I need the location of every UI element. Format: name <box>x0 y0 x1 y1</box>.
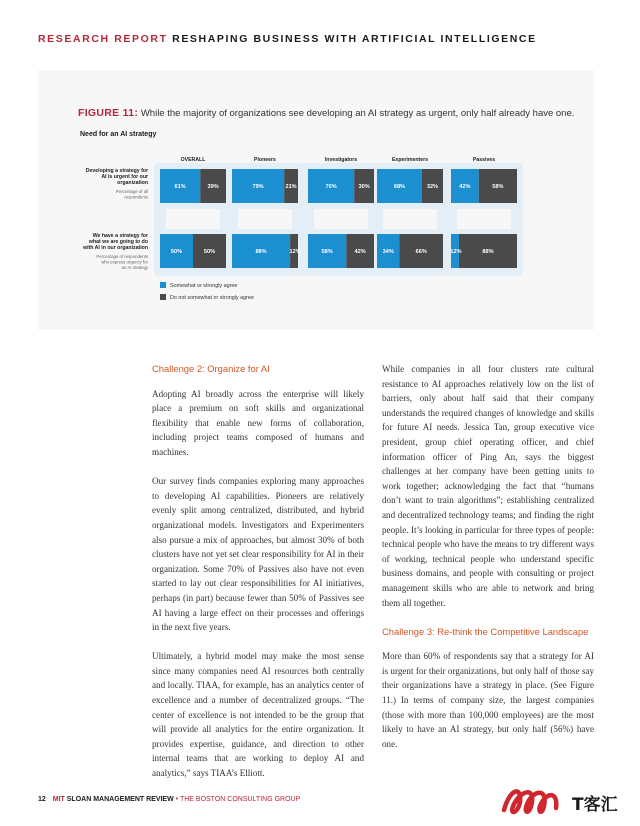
watermark-swirl-icon <box>504 792 556 813</box>
figure-label: FIGURE 11: <box>78 107 139 119</box>
bar-label-agree: 68% <box>393 184 406 190</box>
figure-11 <box>38 70 594 330</box>
left-paragraph-3: Ultimately, a hybrid model may make the most sense since many companies need AI resources both centrally and locally. TIAA, for example, has an analytics center of excellence and a number of decentralized groups. “The center of excellence is not intended to be the group that will provide all analytics for the entire organization. It provides expertise, guidance, and direction to other internal teams that are working to deploy AI and analytics,” says TIAA’s Elliott. <box>152 651 364 779</box>
cluster-gap-3 <box>383 209 437 229</box>
header-title: RESHAPING BUSINESS WITH ARTIFICIAL INTELLIGENCE <box>172 33 537 45</box>
category-header: Pioneers <box>254 157 276 163</box>
row-label: organization <box>117 180 148 186</box>
bar-label-disagree: 88% <box>482 249 494 255</box>
bar-label-agree: 79% <box>252 184 264 190</box>
bar-label-disagree: 39% <box>207 184 219 190</box>
bar-label-agree: 58% <box>321 249 333 255</box>
bar-label-agree: 34% <box>382 249 394 255</box>
cluster-gap-1 <box>238 209 292 229</box>
watermark-logo <box>500 778 640 824</box>
footer-publication: SLOAN MANAGEMENT REVIEW <box>66 796 174 803</box>
right-paragraph-2: More than 60% of respondents say that a strategy for AI is urgent for their organizations, but only half of those say their organizations have a strategy in place. (See Figure 11.) In terms of company size, the largest companies (those with more than 100,000 employees) are the most likely to have an AI strategy, but only half (56%) have one. <box>382 651 594 749</box>
header-section: RESEARCH REPORT <box>38 33 168 45</box>
strategy-bar-chart <box>38 70 594 330</box>
row-label: what we are going to do <box>88 239 148 245</box>
row-label: AI is urgent for our <box>101 174 148 180</box>
bar-label-disagree: 21% <box>285 184 297 190</box>
bar-label-agree: 88% <box>255 249 267 255</box>
row-note: Percentage of respondents <box>96 254 148 259</box>
bar-label-agree: 61% <box>174 184 186 190</box>
bar-label-agree: 70% <box>325 184 337 190</box>
row-note: respondents <box>124 194 148 200</box>
footer-bullet: • <box>175 796 179 803</box>
legend-swatch <box>160 282 166 288</box>
footer-mit: MIT <box>52 796 65 803</box>
category-header: Investigators <box>324 157 358 163</box>
bar-label-disagree: 30% <box>358 184 370 190</box>
bar-label-disagree: 66% <box>415 249 427 255</box>
challenge-2-heading: Challenge 2: Organize for AI <box>152 363 270 374</box>
category-header: OVERALL <box>180 157 206 163</box>
left-column <box>152 362 364 795</box>
row-note: an AI strategy <box>121 264 148 270</box>
right-column <box>382 362 594 766</box>
row-note: who express urgency for <box>101 259 148 265</box>
bar-label-agree: 42% <box>459 184 471 190</box>
legend-label: Do not somewhat or strongly agree <box>170 295 254 302</box>
page-number: 12 <box>38 796 46 803</box>
footer-bcg: THE BOSTON CONSULTING GROUP <box>179 796 301 803</box>
page-footer <box>38 796 300 803</box>
watermark-text: T客汇 <box>572 795 618 815</box>
figure-subtitle: Need for an AI strategy <box>80 131 157 138</box>
category-header: Experimenters <box>391 157 429 163</box>
bar-label-agree: 50% <box>170 249 183 255</box>
row-label: Developing a strategy for <box>85 168 148 174</box>
bar-label-agree: 12% <box>450 249 462 255</box>
cluster-gap-0 <box>166 209 220 229</box>
challenge-3-heading: Challenge 3: Re-think the Competitive Landscape <box>382 625 589 637</box>
bar-label-disagree: 12% <box>289 249 301 255</box>
cluster-gap-2 <box>314 209 368 229</box>
cluster-gap-4 <box>457 209 511 229</box>
running-header <box>38 33 537 45</box>
left-paragraph-2: Our survey finds companies exploring many approaches to developing AI capabilities. Pioneers are relatively evenly split among centralized, distributed, and hybrid organizational models. Investigators and Experimenters also pursue a mix of approaches, but almost 30% of both clusters have not yet set clear responsibility for AI in their organization. Some 70% of Passives also have not even started to lay out clear responsibilities for AI initiatives, perhaps (in part) because fewer than 50% of Passives see AI having a large effect on their processes and offerings in the next five years. <box>152 476 364 633</box>
figure-caption: While the majority of organizations see developing an AI strategy as urgent, only half already have one. <box>140 108 575 119</box>
legend-label: Somewhat or strongly agree <box>170 283 238 290</box>
row-note: Percentage of all <box>115 189 148 194</box>
legend-swatch <box>160 294 166 300</box>
row-label: We have a strategy for <box>92 233 148 239</box>
left-paragraph-1: Adopting AI broadly across the enterprise will likely place a premium on soft skills and organizational flexibility that enable new forms of collaboration, including project teams composed of humans and machines. <box>152 388 364 457</box>
bar-label-disagree: 50% <box>203 249 216 255</box>
bar-label-disagree: 32% <box>426 184 439 190</box>
row-label: with AI in our organization <box>83 245 148 251</box>
right-paragraph-1: While companies in all four clusters rate cultural resistance to AI approaches relatively low on the list of barriers, only about half said that their company understands the required changes of knowledge and skills for future AI needs. Jessica Tan, group executive vice president, group chief operating officer, and chief information officer of Ping An, says the biggest challenges at her company have been getting units to work together; acknowledging the fact that “humans don’t want to train algorithms”; establishing centralized and decentralized technology teams; and finding the right people. It’s looking in particular for three types of people: technical people who have the means to try different ways of working, technical people who understand specific business domains, and people with consulting or project management skills who are able to network and bring them all together. <box>382 364 594 608</box>
bar-label-disagree: 58% <box>492 184 504 190</box>
bar-label-disagree: 42% <box>354 249 366 255</box>
category-header: Passives <box>472 157 496 163</box>
